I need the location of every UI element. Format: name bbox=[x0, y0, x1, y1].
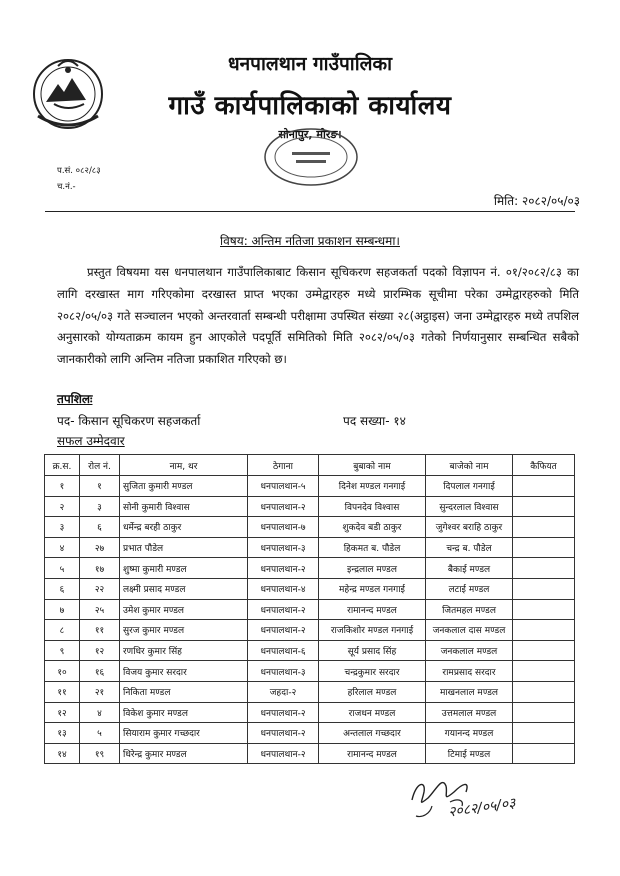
post-count: पद सख्या- १४ bbox=[343, 414, 406, 428]
cell-name: सुरज कुमार मण्डल bbox=[120, 620, 248, 641]
cell-grandfather: रामप्रसाद सरदार bbox=[426, 661, 513, 682]
cell-address: धनपालथान-५ bbox=[248, 476, 319, 497]
cell-address: धनपालथान-२ bbox=[248, 599, 319, 620]
details-label: तपशिलः bbox=[57, 392, 93, 406]
dispatch-number: च.नं.- bbox=[57, 182, 76, 192]
cell-remarks bbox=[513, 681, 575, 702]
cell-remarks bbox=[513, 640, 575, 661]
cell-remarks bbox=[513, 558, 575, 579]
cell-grandfather: जुगेश्वर बराहि ठाकुर bbox=[426, 517, 513, 538]
cell-father: सूर्य प्रसाद सिंह bbox=[319, 640, 426, 661]
cell-name: प्रभात पौडेल bbox=[120, 537, 248, 558]
cell-serial: ९ bbox=[45, 640, 80, 661]
cell-name: उमेश कुमार मण्डल bbox=[120, 599, 248, 620]
cell-serial: ७ bbox=[45, 599, 80, 620]
header-name: नाम, थर bbox=[120, 455, 248, 476]
cell-roll: ३ bbox=[80, 496, 120, 517]
cell-name: विजय कुमार सरदार bbox=[120, 661, 248, 682]
cell-address: धनपालथान-२ bbox=[248, 496, 319, 517]
cell-serial: १० bbox=[45, 661, 80, 682]
header-divider bbox=[45, 211, 575, 212]
cell-address: धनपालथान-२ bbox=[248, 620, 319, 641]
cell-roll: १७ bbox=[80, 558, 120, 579]
successful-candidates-label: सफल उम्मेदवार bbox=[57, 434, 125, 448]
cell-serial: १४ bbox=[45, 743, 80, 764]
letter-date: मिति: २०८२/०५/०३ bbox=[493, 194, 580, 208]
cell-name: शुष्मा कुमारी मण्डल bbox=[120, 558, 248, 579]
table-row bbox=[45, 537, 575, 558]
cell-father: रामानन्द मण्डल bbox=[319, 599, 426, 620]
cell-father: दिनेश मण्डल गनगाई bbox=[319, 476, 426, 497]
cell-name: सुजिता कुमारी मण्डल bbox=[120, 476, 248, 497]
cell-serial: ६ bbox=[45, 578, 80, 599]
header-roll: रोल नं. bbox=[80, 455, 120, 476]
cell-father: शुकदेव बडी ठाकुर bbox=[319, 517, 426, 538]
cell-grandfather: बैकाई मण्डल bbox=[426, 558, 513, 579]
cell-remarks bbox=[513, 702, 575, 723]
header-address: सोनापुर, मोरङ। bbox=[278, 128, 342, 141]
cell-remarks bbox=[513, 743, 575, 764]
table-row bbox=[45, 620, 575, 641]
cell-serial: ४ bbox=[45, 537, 80, 558]
cell-roll: १९ bbox=[80, 743, 120, 764]
cell-father: अन्तलाल गच्छदार bbox=[319, 723, 426, 744]
body-paragraph: प्रस्तुत विषयमा यस धनपालथान गाउँपालिकाबाट किसान सूचिकरण सहजकर्ता पदको विज्ञापन नं. ०१/२०८२/८३ का लागि दरखास्त माग गरिएकोमा दरखास्त प्राप्त भएका उम्मेद्वारहरु मध्ये प्रारम्भिक सूचीमा परेका उम्मेद्वारहरुको मिति २०८२/०५/०३ गते सञ्चालन भएको अन्तरवार्ता सम्बन्धी परीक्षामा उपस्थित संख्या २८(अट्ठाइस) जना उम्मेद्वारहरु मध्ये तपशिल अनुसारको योग्यताक्रम कायम हुन आएकोले पदपूर्ति समितिको मिति २०८२/०५/०३ गतेको निर्णयानुसार सम्बन्धित सबैको जानकारीको लागि अन्तिम नतिजा प्रकाशित गरिएको छ। bbox=[57, 265, 579, 367]
cell-remarks bbox=[513, 661, 575, 682]
cell-remarks bbox=[513, 496, 575, 517]
cell-roll: ११ bbox=[80, 620, 120, 641]
cell-name: धिरेन्द्र कुमार मण्डल bbox=[120, 743, 248, 764]
cell-remarks bbox=[513, 620, 575, 641]
cell-name: विकेश कुमार मण्डल bbox=[120, 702, 248, 723]
header-municipality: धनपालथान गाउँपालिका bbox=[227, 53, 393, 75]
subject-line: विषय: अन्तिम नतिजा प्रकाशन सम्बन्धमा। bbox=[220, 234, 400, 248]
cell-grandfather: जितमहल मण्डल bbox=[426, 599, 513, 620]
header-father: बुबाको नाम bbox=[319, 455, 426, 476]
cell-address: धनपालथान-२ bbox=[248, 558, 319, 579]
cell-serial: २ bbox=[45, 496, 80, 517]
table-row bbox=[45, 681, 575, 702]
cell-roll: ४ bbox=[80, 702, 120, 723]
cell-name: सियाराम कुमार गच्छदार bbox=[120, 723, 248, 744]
cell-father: रामानन्द मण्डल bbox=[319, 743, 426, 764]
table-row bbox=[45, 661, 575, 682]
cell-address: जहदा-२ bbox=[248, 681, 319, 702]
cell-remarks bbox=[513, 476, 575, 497]
table-row bbox=[45, 599, 575, 620]
post-title: पद- किसान सूचिकरण सहजकर्ता bbox=[57, 414, 201, 428]
cell-grandfather: दिपलाल गनगाई bbox=[426, 476, 513, 497]
cell-remarks bbox=[513, 517, 575, 538]
cell-name: लक्ष्मी प्रसाद मण्डल bbox=[120, 578, 248, 599]
cell-father: हिकमत ब. पौडेल bbox=[319, 537, 426, 558]
cell-address: धनपालथान-७ bbox=[248, 517, 319, 538]
cell-address: धनपालथान-२ bbox=[248, 743, 319, 764]
cell-remarks bbox=[513, 578, 575, 599]
header-grandfather: बाजेको नाम bbox=[426, 455, 513, 476]
cell-name: धर्मेन्द्र बरही ठाकुर bbox=[120, 517, 248, 538]
office-stamp-icon bbox=[262, 126, 360, 188]
table-row bbox=[45, 743, 575, 764]
cell-serial: ३ bbox=[45, 517, 80, 538]
table-row bbox=[45, 723, 575, 744]
cell-father: महेन्द्र मण्डल गनगाई bbox=[319, 578, 426, 599]
cell-grandfather: लटाई मण्डल bbox=[426, 578, 513, 599]
cell-roll: १ bbox=[80, 476, 120, 497]
cell-serial: ११ bbox=[45, 681, 80, 702]
cell-roll: ६ bbox=[80, 517, 120, 538]
cell-grandfather: चन्द्र ब. पौडेल bbox=[426, 537, 513, 558]
cell-name: निकिता मण्डल bbox=[120, 681, 248, 702]
cell-grandfather: गयानन्द मण्डल bbox=[426, 723, 513, 744]
cell-address: धनपालथान-३ bbox=[248, 537, 319, 558]
cell-grandfather: उत्तमलाल मण्डल bbox=[426, 702, 513, 723]
cell-address: धनपालथान-४ bbox=[248, 578, 319, 599]
cell-grandfather: माखनलाल मण्डल bbox=[426, 681, 513, 702]
cell-remarks bbox=[513, 723, 575, 744]
cell-name: सोनी कुमारी विश्वास bbox=[120, 496, 248, 517]
reference-number: प.सं. ०८२/८३ bbox=[57, 166, 101, 176]
cell-serial: ८ bbox=[45, 620, 80, 641]
cell-roll: १६ bbox=[80, 661, 120, 682]
cell-grandfather: सुन्दरलाल विश्वास bbox=[426, 496, 513, 517]
cell-father: राजधन मण्डल bbox=[319, 702, 426, 723]
cell-roll: १२ bbox=[80, 640, 120, 661]
cell-address: धनपालथान-६ bbox=[248, 640, 319, 661]
table-row bbox=[45, 640, 575, 661]
table-row bbox=[45, 558, 575, 579]
cell-serial: ५ bbox=[45, 558, 80, 579]
cell-father: राजकिशोर मण्डल गनगाई bbox=[319, 620, 426, 641]
table-header-row bbox=[45, 455, 575, 476]
cell-grandfather: जनकलाल दास मण्डल bbox=[426, 620, 513, 641]
cell-address: धनपालथान-२ bbox=[248, 723, 319, 744]
table-row bbox=[45, 517, 575, 538]
cell-roll: ५ bbox=[80, 723, 120, 744]
cell-roll: २१ bbox=[80, 681, 120, 702]
table-row bbox=[45, 476, 575, 497]
cell-serial: १ bbox=[45, 476, 80, 497]
cell-serial: १२ bbox=[45, 702, 80, 723]
header-serial: क्र.स. bbox=[45, 455, 80, 476]
table-row bbox=[45, 578, 575, 599]
header-remarks: कैफियत bbox=[513, 455, 575, 476]
cell-remarks bbox=[513, 599, 575, 620]
signature-date: २०८२/०५/०३ bbox=[447, 795, 517, 821]
cell-grandfather: टिमाई मण्डल bbox=[426, 743, 513, 764]
cell-name: रणधिर कुमार सिंह bbox=[120, 640, 248, 661]
cell-father: विपनदेव विश्वास bbox=[319, 496, 426, 517]
cell-father: चन्द्रकुमार सरदार bbox=[319, 661, 426, 682]
cell-father: हरिलाल मण्डल bbox=[319, 681, 426, 702]
cell-remarks bbox=[513, 537, 575, 558]
table-row bbox=[45, 702, 575, 723]
table-row bbox=[45, 496, 575, 517]
cell-roll: २७ bbox=[80, 537, 120, 558]
header-office: गाउँ कार्यपालिकाको कार्यालय bbox=[168, 91, 452, 121]
header-address: ठेगाना bbox=[248, 455, 319, 476]
cell-roll: २२ bbox=[80, 578, 120, 599]
cell-roll: २५ bbox=[80, 599, 120, 620]
cell-serial: १३ bbox=[45, 723, 80, 744]
cell-address: धनपालथान-३ bbox=[248, 661, 319, 682]
cell-grandfather: जनकलाल मण्डल bbox=[426, 640, 513, 661]
cell-father: इन्द्रलाल मण्डल bbox=[319, 558, 426, 579]
cell-address: धनपालथान-२ bbox=[248, 702, 319, 723]
results-table bbox=[44, 454, 575, 764]
